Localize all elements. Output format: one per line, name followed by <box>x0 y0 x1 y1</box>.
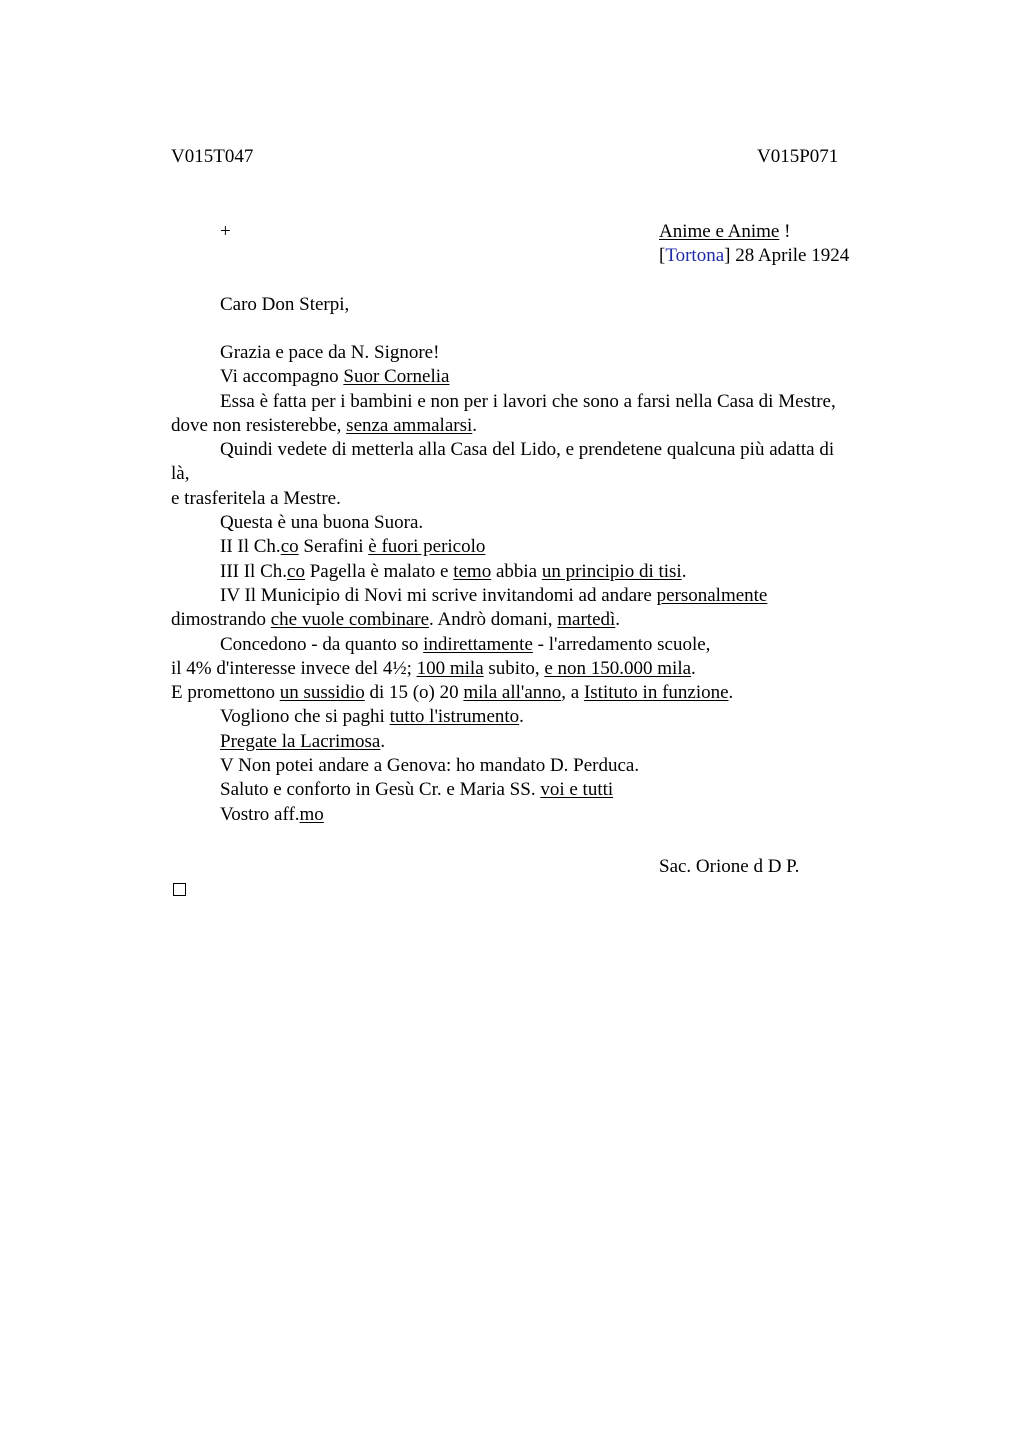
letter-line <box>171 487 891 511</box>
line-text: Saluto e conforto in Gesù Cr. e Maria SS. <box>220 779 541 801</box>
line-text: il 4% d'interesse invece del 4½; <box>171 657 417 679</box>
underlined-text: temo <box>453 560 492 582</box>
line-text: . <box>519 706 524 728</box>
letter-line <box>171 462 891 486</box>
line-text: E promettono <box>171 682 280 704</box>
letter-line <box>171 657 891 681</box>
line-text: . Andrò domani, <box>429 609 558 631</box>
underlined-text: mo <box>299 803 324 825</box>
motto-text: Anime e Anime <box>659 221 780 242</box>
dateline-date: 28 Aprile 1924 <box>730 245 850 266</box>
salutation: Caro Don Sterpi, <box>220 294 350 315</box>
line-text: . <box>615 609 621 631</box>
letter-line <box>171 560 891 584</box>
letter-line <box>171 730 891 754</box>
line-text: IV Il Municipio di Novi mi scrive invitandomi ad andare <box>220 584 657 606</box>
underlined-text: e non 150.000 mila <box>544 657 692 679</box>
letter-line <box>171 414 891 438</box>
line-text: Quindi vedete di metterla alla Casa del Lido, e prendetene qualcuna più adatta di <box>220 439 835 461</box>
line-text: Vostro aff. <box>220 803 300 825</box>
line-text: Serafini <box>298 536 369 558</box>
line-text: Vi accompagno <box>220 366 344 388</box>
line-text: Essa è fatta per i bambini e non per i lavori che sono a farsi nella Casa di Mestre, <box>220 390 836 412</box>
signature: Sac. Orione d D P. <box>659 856 800 877</box>
line-text: III Il Ch. <box>220 560 288 582</box>
underlined-text: co <box>280 536 299 558</box>
letter-line <box>171 754 891 778</box>
letter-line <box>171 535 891 559</box>
letter-line <box>171 681 891 705</box>
underlined-text: co <box>287 560 305 582</box>
line-text: II Il Ch. <box>220 536 281 558</box>
underlined-text: un principio di tisi <box>541 560 682 582</box>
underlined-text: martedì <box>557 609 616 631</box>
line-text: là, <box>171 463 190 485</box>
document-code-left: V015T047 <box>171 146 254 167</box>
line-text: . <box>472 414 478 436</box>
line-text: . <box>380 730 386 752</box>
underlined-text: personalmente <box>656 584 768 606</box>
line-text: abbia <box>491 560 542 582</box>
underlined-text: un sussidio <box>279 682 365 704</box>
letter-line <box>171 705 891 729</box>
dateline <box>659 244 849 268</box>
line-text: dimostrando <box>171 609 271 631</box>
dateline-bracket-open: [ <box>659 245 666 266</box>
letter-line <box>171 341 891 365</box>
underlined-text: senza ammalarsi <box>346 414 473 436</box>
motto-exclamation: ! <box>779 221 791 242</box>
line-text: Concedono - da quanto so <box>220 633 424 655</box>
letter-line <box>171 365 891 389</box>
letter-line <box>171 803 891 827</box>
line-text: Vogliono che si paghi <box>220 706 390 728</box>
line-text: Pagella è malato e <box>304 560 454 582</box>
underlined-text: Istituto in funzione <box>583 682 729 704</box>
letter-body <box>171 341 891 827</box>
letter-line <box>171 778 891 802</box>
underlined-text: 100 mila <box>416 657 484 679</box>
cross-mark: + <box>220 221 231 242</box>
line-text: . <box>728 682 734 704</box>
line-text: Questa è una buona Suora. <box>220 512 424 534</box>
end-of-document-box-icon <box>173 883 186 896</box>
underlined-text: mila all'anno <box>463 682 562 704</box>
line-text: subito, <box>483 657 545 679</box>
letter-line <box>171 608 891 632</box>
underlined-text: Suor Cornelia <box>343 366 450 388</box>
line-text: . <box>691 657 696 679</box>
line-text: e trasferitela a Mestre. <box>171 487 341 509</box>
letter-line <box>171 584 891 608</box>
letter-line <box>171 390 891 414</box>
line-text: , a <box>561 682 584 704</box>
document-code-right: V015P071 <box>757 146 839 167</box>
line-text: Grazia e pace da N. Signore! <box>220 342 440 363</box>
line-text: di 15 (o) 20 <box>364 682 464 704</box>
line-text: - l'arredamento scuole, <box>532 633 711 655</box>
letter-line <box>171 633 891 657</box>
line-text: V Non potei andare a Genova: ho mandato D. Perduca. <box>220 755 640 777</box>
underlined-text: è fuori pericolo <box>368 536 486 558</box>
dateline-place: Tortona <box>665 245 725 266</box>
dateline-bracket-close: ] <box>724 245 731 266</box>
letter-line <box>171 438 891 462</box>
line-text: . <box>681 560 687 582</box>
letter-line <box>171 511 891 535</box>
underlined-text: indirettamente <box>423 633 533 655</box>
underlined-text: tutto l'istrumento <box>389 706 520 728</box>
underlined-text: voi e tutti <box>540 779 614 801</box>
line-text: dove non resisterebbe, <box>171 414 347 436</box>
underlined-text: che vuole combinare <box>270 609 430 631</box>
motto <box>659 220 790 244</box>
underlined-text: Pregate la Lacrimosa <box>220 730 381 752</box>
